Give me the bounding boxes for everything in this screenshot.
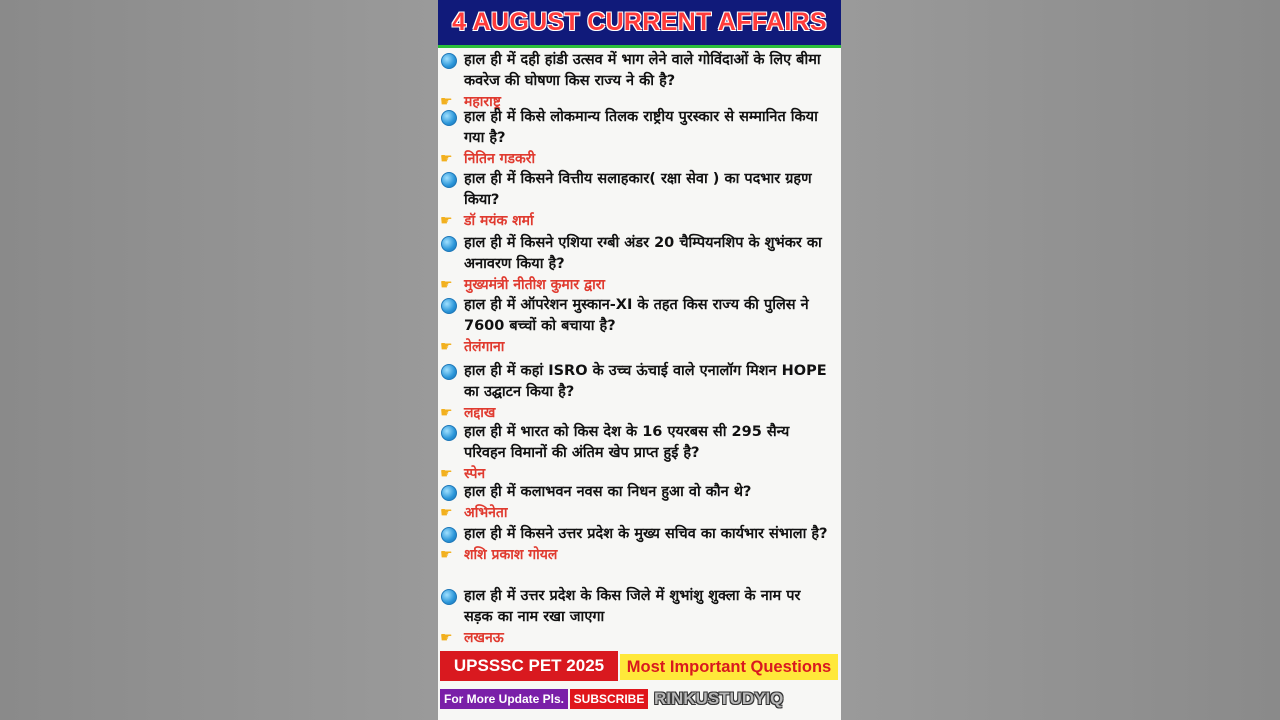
blue-circle-icon (441, 53, 457, 69)
list-item (438, 107, 841, 169)
answer-text: ☛ मुख्यमंत्री नीतीश कुमार द्वारा (440, 277, 606, 293)
blue-circle-icon (441, 364, 457, 380)
promo-bar (440, 689, 840, 711)
pointing-hand-icon: ☛ (440, 277, 453, 293)
pointing-hand-icon: ☛ (440, 505, 453, 521)
answer-text: ☛ अभिनेता (440, 505, 508, 521)
title-banner (438, 0, 841, 48)
question-text: हाल ही में किसने उत्तर प्रदेश के मुख्य सचिव का कार्यभार संभाला है? (438, 524, 834, 545)
blue-circle-icon (441, 298, 457, 314)
content-panel (438, 0, 841, 720)
subscribe-button[interactable]: SUBSCRIBE (570, 689, 648, 709)
page-title: 4 AUGUST CURRENT AFFAIRS (452, 8, 827, 36)
question-text: हाल ही में दही हांडी उत्सव में भाग लेने वाले गोविंदाओं के लिए बीमा कवरेज की घोषणा किस राज्य ने की है? (438, 50, 834, 92)
list-item (438, 50, 841, 112)
exam-banner (440, 651, 840, 682)
blue-circle-icon (441, 172, 457, 188)
question-text: हाल ही में किसने एशिया रग्बी अंडर 20 चैम्पियनशिप के शुभंकर का अनावरण किया है? (438, 233, 834, 275)
answer-text: ☛ महाराष्ट्र (440, 94, 501, 110)
question-text: हाल ही में ऑपरेशन मुस्कान-XI के तहत किस राज्य की पुलिस ने 7600 बच्चों को बचाया है? (438, 295, 834, 337)
question-text: हाल ही में कहां ISRO के उच्च ऊंचाई वाले एनालॉग मिशन HOPE का उद्घाटन किया है? (438, 361, 834, 403)
pointing-hand-icon: ☛ (440, 405, 453, 421)
blurred-background-left (0, 0, 438, 720)
pointing-hand-icon: ☛ (440, 339, 453, 355)
blue-circle-icon (441, 110, 457, 126)
answer-text: ☛ तेलंगाना (440, 339, 505, 355)
blue-circle-icon (441, 485, 457, 501)
answer-text: ☛ डॉ मयंक शर्मा (440, 213, 534, 229)
answer-text: ☛ लखनऊ (440, 630, 504, 646)
question-text: हाल ही में उत्तर प्रदेश के किस जिले में शुभांशु शुक्ला के नाम पर सड़क का नाम रखा जाएगा (438, 586, 834, 628)
blue-circle-icon (441, 589, 457, 605)
list-item (438, 233, 841, 295)
answer-text: ☛ स्पेन (440, 466, 486, 482)
list-item (438, 295, 841, 357)
blue-circle-icon (441, 236, 457, 252)
list-item (438, 524, 841, 565)
blue-circle-icon (441, 527, 457, 543)
more-update-label: For More Update Pls. (440, 689, 568, 709)
answer-text: ☛ लद्दाख (440, 405, 496, 421)
exam-label: UPSSSC PET 2025 (440, 651, 618, 681)
list-item (438, 169, 841, 231)
question-text: हाल ही में कलाभवन नवस का निधन हुआ वो कौन थे? (438, 482, 834, 503)
blue-circle-icon (441, 425, 457, 441)
list-item (438, 361, 841, 423)
list-item (438, 482, 841, 523)
answer-text: ☛ नितिन गडकरी (440, 151, 536, 167)
question-text: हाल ही में किसे लोकमान्य तिलक राष्ट्रीय पुरस्कार से सम्मानित किया गया है? (438, 107, 834, 149)
blurred-background-right (841, 0, 1280, 720)
channel-brand: RINKUSTUDYIQ (654, 689, 784, 708)
pointing-hand-icon: ☛ (440, 547, 453, 563)
question-text: हाल ही में भारत को किस देश के 16 एयरबस सी 295 सैन्य परिवहन विमानों की अंतिम खेप प्राप्त हुई है? (438, 422, 834, 464)
list-item (438, 422, 841, 484)
pointing-hand-icon: ☛ (440, 94, 453, 110)
pointing-hand-icon: ☛ (440, 630, 453, 646)
answer-text: ☛ शशि प्रकाश गोयल (440, 547, 558, 563)
pointing-hand-icon: ☛ (440, 213, 453, 229)
pointing-hand-icon: ☛ (440, 151, 453, 167)
question-text: हाल ही में किसने वित्तीय सलाहकार( रक्षा सेवा ) का पदभार ग्रहण किया? (438, 169, 834, 211)
pointing-hand-icon: ☛ (440, 466, 453, 482)
tagline-label: Most Important Questions (620, 654, 838, 680)
list-item (438, 586, 841, 648)
